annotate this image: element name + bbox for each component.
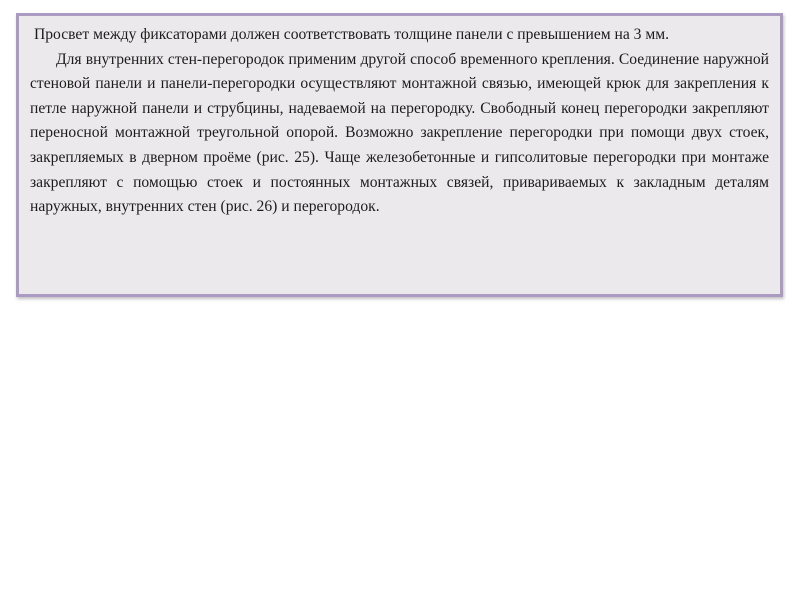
text-box bbox=[16, 13, 783, 297]
paragraph-1: Просвет между фиксаторами должен соответствовать толщине панели с превышением на 3 мм. bbox=[34, 26, 669, 43]
paragraph-2: Для внутренних стен-перегородок применим другой способ временного крепления. Соединение наружной стеновой панели и панели-перегородки осуществляют монтажной связью, имеющей крюк для закрепления к петле наружной панели и струбцины, надеваемой на перегородку. Свободный конец перегородки закрепляют переносной монтажной треугольной опорой. Возможно закрепление перегородки при помощи двух стоек, закрепляемых в дверном проёме (рис. 25). Чаще железобетонные и гипсолитовые перегородки при монтаже закрепляют с помощью стоек и постоянных монтажных связей, привариваемых к закладным деталям наружных, внутренних стен (рис. 26) и перегородок. bbox=[30, 50, 769, 216]
